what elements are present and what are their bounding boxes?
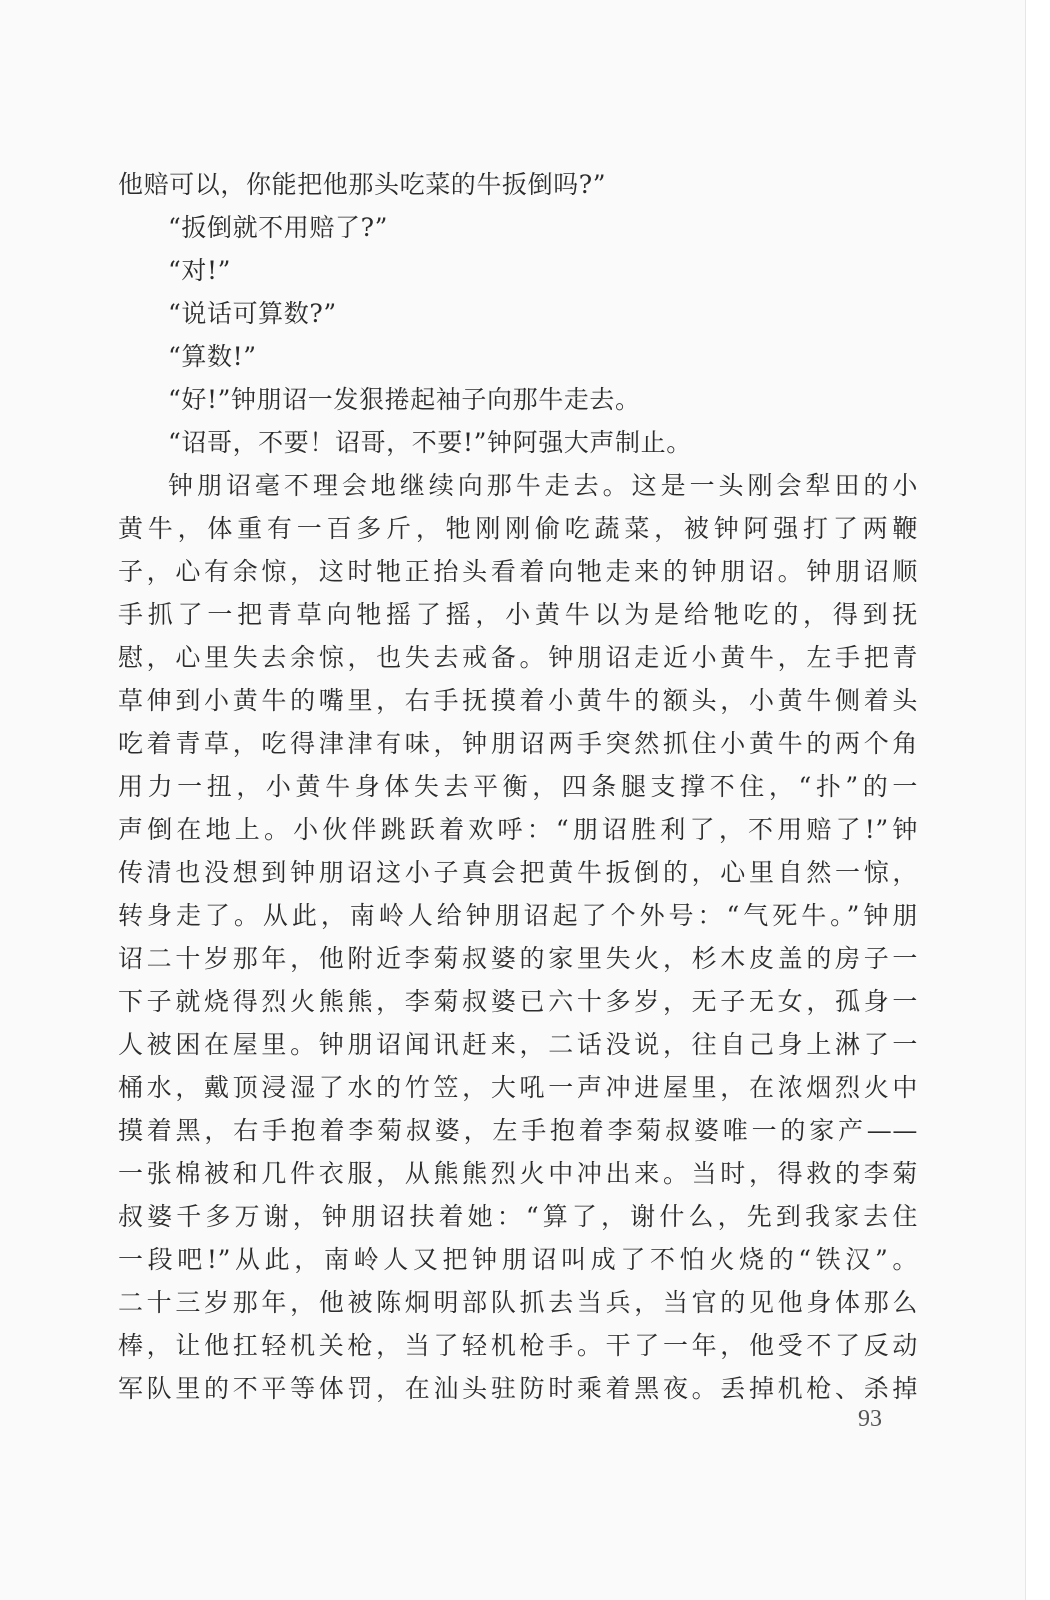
text-line: 转身走了。从此，南岭人给钟朋诏起了个外号：“气死牛。”钟朋 (118, 901, 918, 930)
text-line: “算数!” (168, 342, 257, 371)
text-line: 手抓了一把青草向牠摇了摇，小黄牛以为是给牠吃的，得到抚 (118, 600, 918, 629)
text-line: 一段吧!”从此，南岭人又把钟朋诏叫成了不怕火烧的“铁汉”。 (118, 1245, 918, 1274)
page-number: 93 (858, 1406, 882, 1432)
text-line: 二十三岁那年，他被陈炯明部队抓去当兵，当官的见他身体那么 (118, 1288, 918, 1317)
text-line: “对!” (168, 256, 232, 285)
text-line: 诏二十岁那年，他附近李菊叔婆的家里失火，杉木皮盖的房子一 (118, 944, 918, 973)
text-line: 声倒在地上。小伙伴跳跃着欢呼：“朋诏胜利了，不用赔了!”钟 (118, 815, 918, 844)
text-line: 他赔可以，你能把他那头吃菜的牛扳倒吗?” (118, 170, 607, 199)
text-line: 桶水，戴顶浸湿了水的竹笠，大吼一声冲进屋里，在浓烟烈火中 (118, 1073, 918, 1102)
text-line: “扳倒就不用赔了?” (168, 213, 388, 242)
text-line: 用力一扭，小黄牛身体失去平衡，四条腿支撑不住，“扑”的一 (118, 772, 918, 801)
text-line: 传清也没想到钟朋诏这小子真会把黄牛扳倒的，心里自然一惊， (118, 858, 918, 887)
text-line: 钟朋诏毫不理会地继续向那牛走去。这是一头刚会犁田的小 (168, 471, 918, 500)
text-line: 一张棉被和几件衣服，从熊熊烈火中冲出来。当时，得救的李菊 (118, 1159, 918, 1188)
text-line: 军队里的不平等体罚，在汕头驻防时乘着黑夜。丢掉机枪、杀掉 (118, 1374, 918, 1403)
text-line: 吃着青草，吃得津津有味，钟朋诏两手突然抓住小黄牛的两个角 (118, 729, 918, 758)
text-line: 叔婆千多万谢，钟朋诏扶着她：“算了，谢什么，先到我家去住 (118, 1202, 918, 1231)
text-line: 下子就烧得烈火熊熊，李菊叔婆已六十多岁，无子无女，孤身一 (118, 987, 918, 1016)
text-line: “说话可算数?” (168, 299, 337, 328)
text-line: “好!”钟朋诏一发狠捲起袖子向那牛走去。 (168, 385, 641, 414)
text-line: 草伸到小黄牛的嘴里，右手抚摸着小黄牛的额头，小黄牛侧着头 (118, 686, 918, 715)
text-line: 摸着黑，右手抱着李菊叔婆，左手抱着李菊叔婆唯一的家产—— (118, 1116, 918, 1145)
text-line: “诏哥，不要！诏哥，不要!”钟阿强大声制止。 (168, 428, 692, 457)
text-line: 棒，让他扛轻机关枪，当了轻机枪手。干了一年，他受不了反动 (118, 1331, 918, 1360)
text-line: 人被困在屋里。钟朋诏闻讯赶来，二话没说，往自己身上淋了一 (118, 1030, 918, 1059)
text-line: 慰，心里失去余惊，也失去戒备。钟朋诏走近小黄牛，左手把青 (118, 643, 918, 672)
text-line: 黄牛，体重有一百多斤，牠刚刚偷吃蔬菜，被钟阿强打了两鞭 (118, 514, 918, 543)
text-line: 子，心有余惊，这时牠正抬头看着向牠走来的钟朋诏。钟朋诏顺 (118, 557, 918, 586)
page-edge (1025, 0, 1050, 1600)
